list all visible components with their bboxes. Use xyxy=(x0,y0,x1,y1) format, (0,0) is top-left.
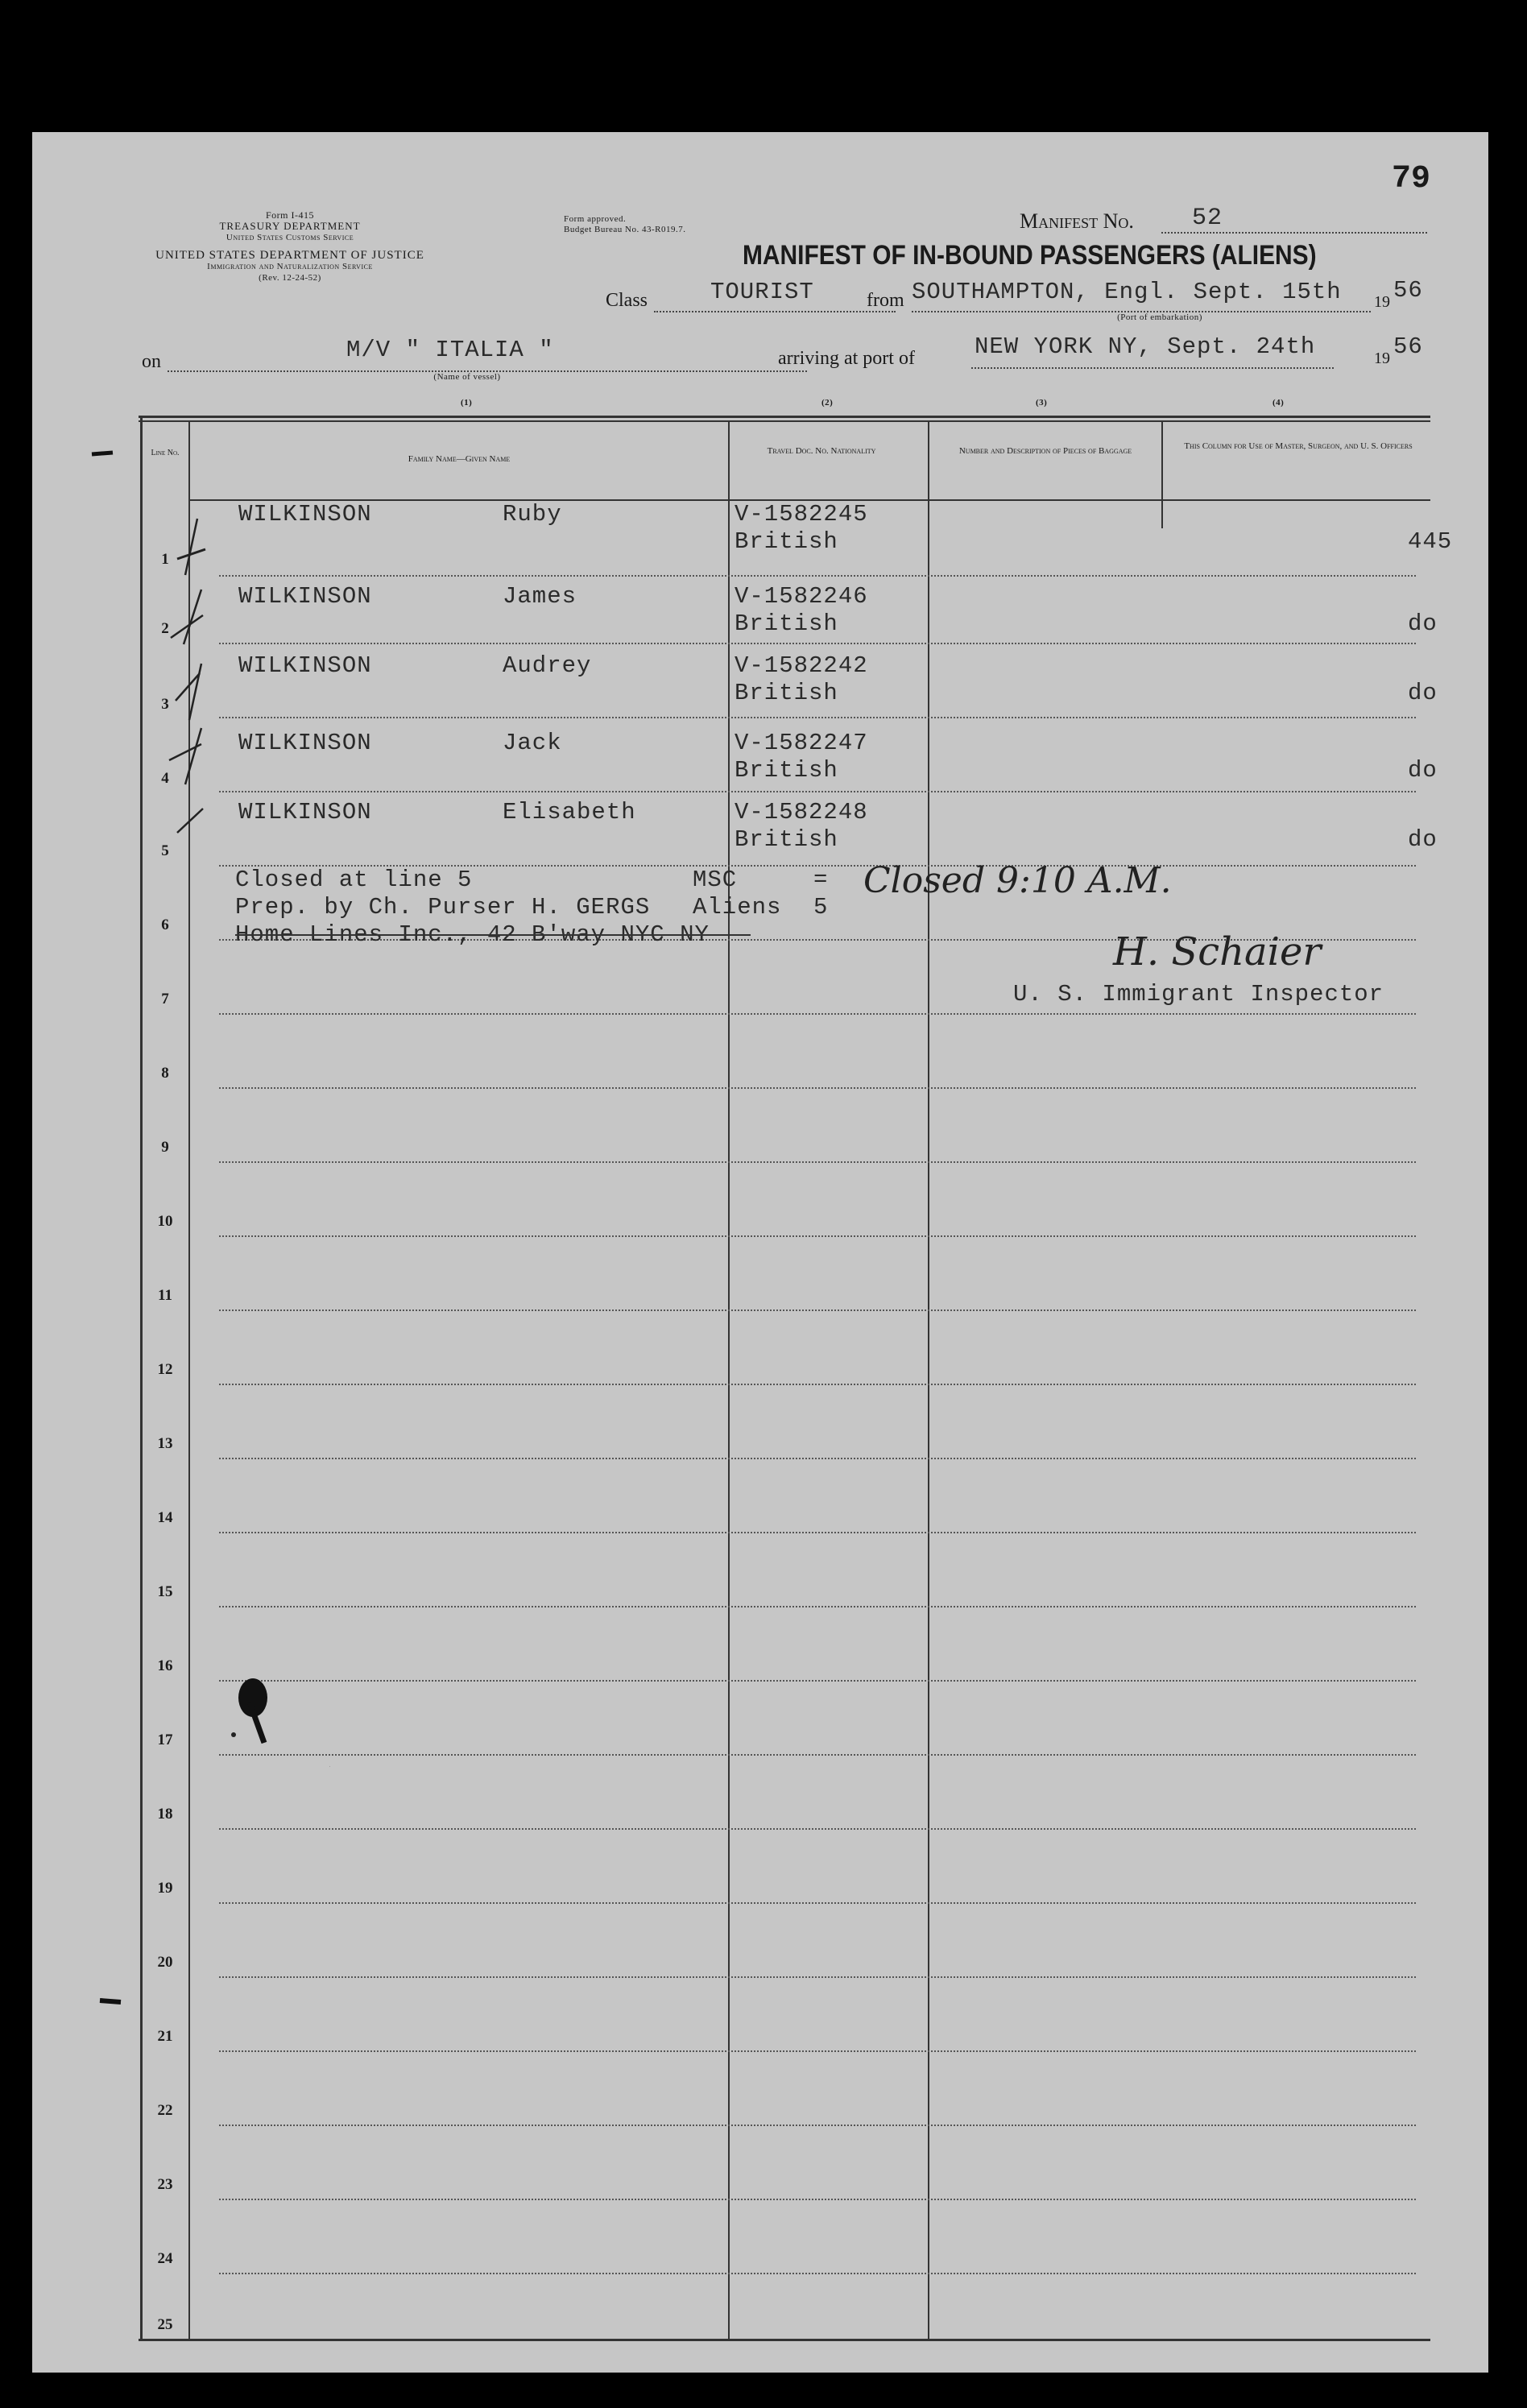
nationality: British xyxy=(735,680,838,706)
given-name: James xyxy=(503,583,577,610)
line-number: 16 xyxy=(157,1657,173,1674)
given-name: Audrey xyxy=(503,652,592,679)
msc-label: MSC xyxy=(693,867,738,893)
margin-note: do xyxy=(1408,610,1438,637)
line-number: 22 xyxy=(157,2102,173,2119)
travel-doc-number: V-1582242 xyxy=(735,652,868,679)
line-number: 4 xyxy=(161,770,169,787)
travel-doc-number: V-1582247 xyxy=(735,730,868,756)
header-baggage: Number and Description of Pieces of Baggage xyxy=(958,446,1132,456)
header-officers-use: This Column for Use of Master, Surgeon, and U. S. Officers xyxy=(1184,441,1413,451)
given-name: Jack xyxy=(503,730,562,756)
line-number: 7 xyxy=(161,991,169,1007)
inspector-title: U. S. Immigrant Inspector xyxy=(1013,981,1384,1007)
line-number: 17 xyxy=(157,1732,173,1748)
closed-at-line: Closed at line 5 xyxy=(235,867,473,893)
justice-department: UNITED STATES DEPARTMENT OF JUSTICE xyxy=(155,249,424,262)
line-number: 10 xyxy=(157,1213,173,1230)
family-name: WILKINSON xyxy=(238,652,372,679)
nationality: British xyxy=(735,757,838,784)
arriving-label: arriving at port of xyxy=(778,348,915,369)
line-number: 13 xyxy=(157,1435,173,1452)
given-name: Ruby xyxy=(503,501,562,528)
col-2-number: (2) xyxy=(821,398,834,408)
on-label: on xyxy=(142,351,161,372)
line-number: 8 xyxy=(161,1065,169,1082)
ins-label: Immigration and Naturalization Service xyxy=(207,262,373,271)
family-name: WILKINSON xyxy=(238,799,372,825)
line-number: 1 xyxy=(161,551,169,568)
margin-note: do xyxy=(1408,757,1438,784)
travel-doc-number: V-1582248 xyxy=(735,799,868,825)
manifest-page xyxy=(32,132,1488,2373)
line-number: 21 xyxy=(157,2028,173,2045)
header-line-no: Line No. xyxy=(151,449,180,457)
line-number: 24 xyxy=(157,2250,173,2267)
port-of-embarkation: SOUTHAMPTON, Engl. Sept. 15th xyxy=(912,279,1342,305)
inspector-signature: H. Schaier xyxy=(1113,929,1322,974)
departure-year: 56 xyxy=(1393,277,1423,304)
margin-tick xyxy=(89,446,121,462)
margin-note: 445 xyxy=(1408,528,1453,555)
from-label: from xyxy=(867,290,904,311)
family-name: WILKINSON xyxy=(238,501,372,528)
col-4-number: (4) xyxy=(1272,398,1285,408)
line-number: 19 xyxy=(157,1880,173,1897)
margin-note: do xyxy=(1408,826,1438,853)
line-number: 5 xyxy=(161,842,169,859)
line-number: 23 xyxy=(157,2176,173,2193)
aliens-label: Aliens xyxy=(693,894,782,921)
class-label: Class xyxy=(606,290,648,311)
customs-service: United States Customs Service xyxy=(226,233,354,242)
revision-date: (Rev. 12-24-52) xyxy=(259,273,321,283)
arrival-year: 56 xyxy=(1393,333,1423,360)
closed-time-note: Closed 9:10 A.M. xyxy=(863,860,1172,901)
line-number: 12 xyxy=(157,1361,173,1378)
line-number: 2 xyxy=(161,620,169,637)
line-number: 3 xyxy=(161,696,169,713)
ink-blot xyxy=(201,1662,330,1775)
family-name: WILKINSON xyxy=(238,583,372,610)
line-number: 18 xyxy=(157,1806,173,1823)
line-number: 25 xyxy=(157,2316,173,2333)
line-number: 6 xyxy=(161,916,169,933)
line-number: 14 xyxy=(157,1509,173,1526)
family-name: WILKINSON xyxy=(238,730,372,756)
header-travel-doc: Travel Doc. No. Nationality xyxy=(767,446,876,456)
budget-bureau: Budget Bureau No. 43-R019.7. xyxy=(564,225,686,234)
prepared-by: Prep. by Ch. Purser H. GERGS xyxy=(235,894,651,921)
nationality: British xyxy=(735,610,838,637)
year-prefix: 19 xyxy=(1374,293,1390,311)
manifest-title: MANIFEST OF IN-BOUND PASSENGERS (ALIENS) xyxy=(743,240,1317,271)
aliens-count: 5 xyxy=(813,894,829,921)
form-header-left xyxy=(81,209,499,283)
msc-value: = xyxy=(813,867,829,893)
margin-note: do xyxy=(1408,680,1438,706)
manifest-number: 52 xyxy=(1192,205,1223,232)
given-name: Elisabeth xyxy=(503,799,636,825)
col-3-number: (3) xyxy=(1036,398,1048,408)
header-family-given-name: Family Name—Given Name xyxy=(408,454,511,464)
line-number: 20 xyxy=(157,1954,173,1971)
form-approval xyxy=(564,214,685,235)
port-caption: (Port of embarkation) xyxy=(1117,312,1202,322)
arrival-year-prefix: 19 xyxy=(1374,350,1390,367)
line-number: 11 xyxy=(158,1287,172,1304)
travel-doc-number: V-1582246 xyxy=(735,583,868,610)
class-value: TOURIST xyxy=(710,279,814,305)
arrival-port: NEW YORK NY, Sept. 24th xyxy=(975,333,1316,360)
travel-doc-number: V-1582245 xyxy=(735,501,868,528)
manifest-no-label: Manifest No. xyxy=(1020,209,1134,233)
page-number: 79 xyxy=(1392,161,1431,197)
vessel-name: M/V " ITALIA " xyxy=(346,337,554,363)
margin-tick xyxy=(97,1992,129,2009)
check-marks xyxy=(161,503,258,857)
col-1-number: (1) xyxy=(461,398,473,408)
nationality: British xyxy=(735,528,838,555)
strikethrough xyxy=(235,934,751,936)
line-number: 9 xyxy=(161,1139,169,1156)
line-number: 15 xyxy=(157,1583,173,1600)
form-approved: Form approved. xyxy=(564,214,627,224)
shipping-line-address: Home Lines Inc., 42 B'way NYC NY xyxy=(235,921,710,948)
treasury-department: TREASURY DEPARTMENT xyxy=(219,220,361,232)
form-number: Form I-415 xyxy=(266,209,314,221)
nationality: British xyxy=(735,826,838,853)
vessel-caption: (Name of vessel) xyxy=(433,372,501,382)
